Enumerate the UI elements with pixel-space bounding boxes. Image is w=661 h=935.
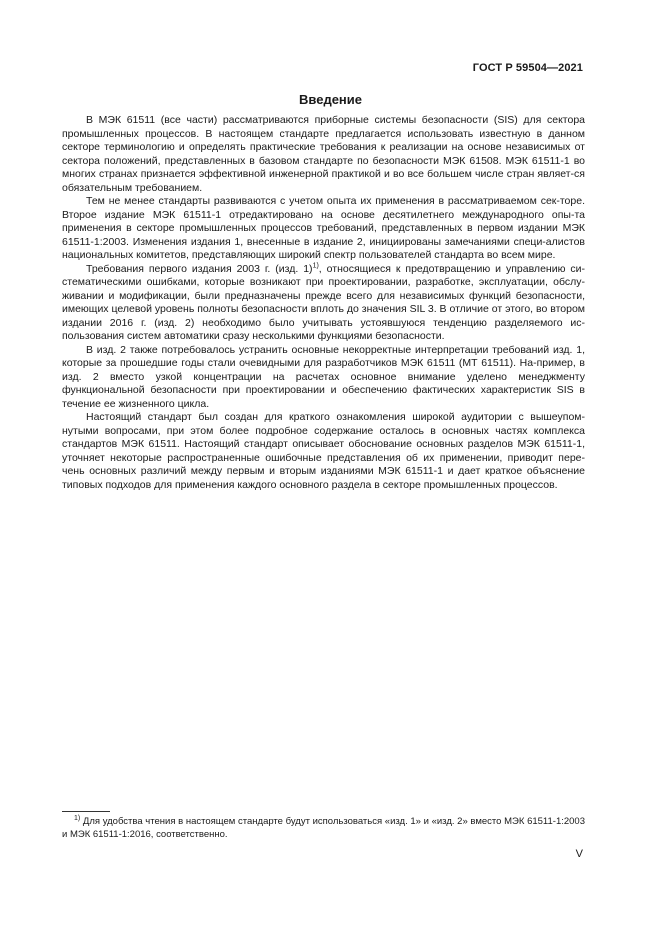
paragraph-text: , относящиеся к предотвращению и управлению си-стематическими ошибками, которые возникают при проектировании, разработке, эксплуатации, обслу-живании и модификации, были предназначены прежде всего для независимых функций безопасности, имеющих целевой уровень полноты безопасности вплоть до значения SIL 3. В отличие от этого, во втором издании 2016 г. (изд. 2) необходимо было учитывать устоявшуюся тенденцию разделяемого ис-пользования систем автоматики сразу несколькими функциями безопасности. [62,262,586,342]
paragraph-with-footnote-ref [62,263,585,344]
footnote-separator [62,811,110,812]
page-number: V [575,848,583,860]
paragraph: Тем не менее стандарты развиваются с учетом опыта их применения в рассматриваемом сек-торе. Второе издание МЭК 61511-1 отредактировано на основе десятилетнего международного опы-та применения в секторе промышленных процессов требований, представленных в первом издании МЭК 61511-1:2003. Изменения издания 1, внесенные в издание 2, инициированы замечаниями специ-алистов национальных комитетов, представляющих широкий спектр пользователей стандарта во всем мире. [62,195,585,261]
footnote-reference: 1) [312,262,319,269]
section-title: Введение [299,92,362,107]
footnote [62,815,585,841]
footnote-text: Для удобства чтения в настоящем стандарте будут использоваться «изд. 1» и «изд. 2» вместо МЭК 61511-1:2003 и МЭК 61511-1:2016, соответственно. [62,816,585,840]
paragraph-text: Требования первого издания 2003 г. (изд. 1) [86,262,313,275]
paragraph: В МЭК 61511 (все части) рассматриваются приборные системы безопасности (SIS) для сектора промышленных процессов. В настоящем стандарте предлагается использовать известную в данном секторе терминологию и определять практические требования к реализации на основе независимых от сектора положений, представленных в базовом стандарте по безопасности МЭК 61508. МЭК 61511-1 во многих странах признается эффективной инженерной практикой и во все большем числе стран являет-ся обязательным требованием. [62,114,585,194]
paragraph: В изд. 2 также потребовалось устранить основные некорректные интерпретации требований изд. 1, которые за прошедшие годы стали очевидными для разработчиков МЭК 61511 (МТ 61511). На-пример, в изд. 2 вместо узкой концентрации на расчетах основное внимание уделено менеджменту функциональной безопасности при проектировании и обеспечению фактических характеристик SIS в течение ее жизненного цикла. [62,343,585,410]
footnote-marker: 1) [74,814,81,822]
introduction-body [62,114,585,492]
paragraph: Настоящий стандарт был создан для краткого ознакомления широкой аудитории с вышеупом-нутыми вопросами, при этом более подробное содержание осталось в основных частях комплекса стандартов МЭК 61511. Настоящий стандарт описывает обоснование основных разделов МЭК 61511-1, уточняет некоторые распространенные ошибочные представления об их применении, приводит пере-чень основных различий между первым и вторым изданиями МЭК 61511-1 и дает краткое объяснение типовых подходов для применения каждого основного раздела в секторе промышленных процессов. [62,411,585,491]
document-code: ГОСТ Р 59504—2021 [472,62,583,74]
